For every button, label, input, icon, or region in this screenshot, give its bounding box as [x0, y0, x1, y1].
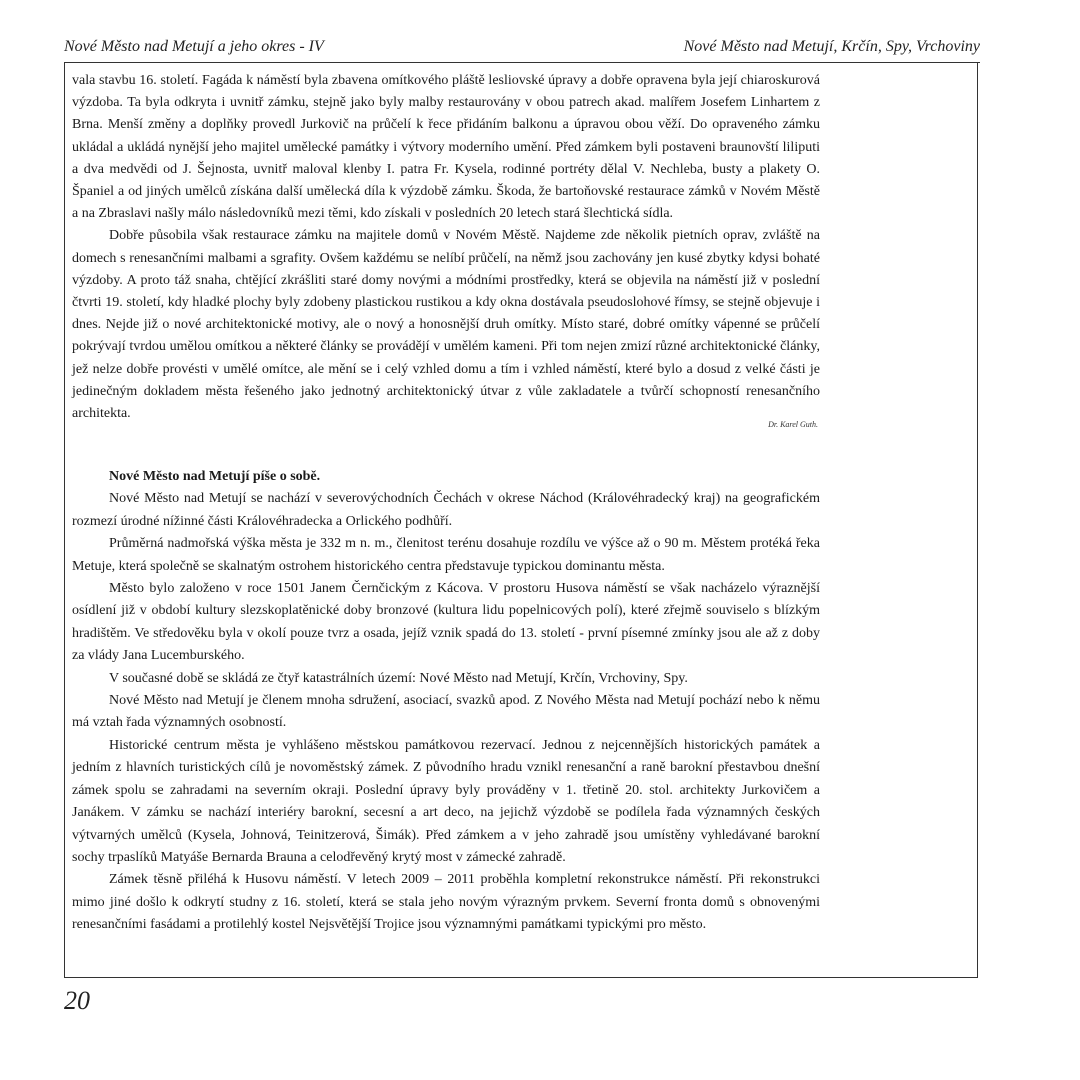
- article-city: [72, 466, 820, 937]
- header-right-title: Nové Město nad Metují, Krčín, Spy, Vrchoviny: [683, 38, 980, 55]
- page-number: 20: [64, 986, 90, 1015]
- header-left-title: Nové Město nad Metují a jeho okres - IV: [64, 38, 324, 55]
- paragraph: Nové Město nad Metují se nachází v severovýchodních Čechách v okrese Náchod (Královéhradecký kraj) na geografickém rozmezí úrodné nížinné části Královéhradecka a Orlického podhůří.: [72, 491, 820, 529]
- paragraph: Historické centrum města je vyhlášeno městskou památkovou rezervací. Jednou z nejcennějších historických památek a jedním z hlavních turistických cílů je novoměstský zámek. Z původního hradu vznikl renesanční a raně barokní přestavbou dnešní zámek spolu se zahradami na severním okraji. Poslední úpravy byly prováděny v 1. třetině 20. stol. architekty Jurkovičem a Janákem. V zámku se nachází interiéry barokní, secesní a art deco, na jejichž výzdobě se podílela řada významných českých výtvarných umělců (Kysela, Johnová, Teinitzerová, Šimák). Před zámkem a v jeho zahradě jsou umístěny vyhledávané barokní sochy trpaslíků Matyáše Bernarda Brauna a celodřevěný krytý most v zámecké zahradě.: [72, 737, 820, 865]
- paragraph: Nové Město nad Metují je členem mnoha sdružení, asociací, svazků apod. Z Nového Města nad Metují pochází nebo k němu má vztah řada významných osobností.: [72, 693, 820, 731]
- article-guth: [72, 70, 820, 425]
- author-signature: Dr. Karel Guth.: [768, 420, 818, 429]
- paragraph: vala stavbu 16. století. Fagáda k náměstí byla zbavena omítkového pláště lesliovské úpravy a dobře opravena byla její chiaroskurová výzdoba. Ta byla odkryta i uvnitř zámku, stejně jako byly malby restaurovány v obou patrech akad. malířem Josefem Linhartem z Brna. Menší změny a doplňky provedl Jurkovič na průčelí k řece přidáním balkonu a úpravou obou věží. Do opraveného zámku ukládal a ukládá nynější jeho majitel umělecké památky i výtvory moderního umění. Před zámkem byli postaveni braunovští liliputi a dva medvědi od J. Šejnosta, uvnitř maloval klenby I. patra Fr. Kysela, rodinné portréty dělal V. Nechleba, busty a plakety O. Španiel a od jiných umělců získána další umělecká díla k výzdobě zámku. Škoda, že bartoňovské restaurace zámků v Novém Městě a na Zbraslavi našly málo následovníků mezi těmi, kdo získali v posledních 20 letech stará šlechtická sídla.: [72, 73, 820, 222]
- paragraph: Průměrná nadmořská výška města je 332 m n. m., členitost terénu dosahuje rozdílu ve výšce až o 90 m. Městem protéká řeka Metuje, která společně se skalnatým ostrohem historického centra představuje typickou dominantu města.: [72, 536, 820, 574]
- paragraph: V současné době se skládá ze čtyř katastrálních území: Nové Město nad Metují, Krčín, Vrchoviny, Spy.: [109, 670, 688, 686]
- running-header: [64, 38, 980, 56]
- paragraph: Dobře působila však restaurace zámku na majitele domů v Novém Městě. Najdeme zde několik pietních oprav, zvláště na domech s renesančními malbami a sgrafity. Ovšem každému se nelíbí průčelí, na němž jsou zachovány jen kusé zbytky kdysi bohaté výzdoby. A proto táž snaha, chtějící zkrášliti staré domy novými a módními prostředky, která se objevila na náměstí již v poslední čtvrti 19. století, kdy hladké plochy byly zdobeny plastickou rustikou a kdy okna dostávala pseudoslohové římsy, se stejně objevuje i dnes. Nejde již o nové architektonické motivy, ale o nový a honosnější druh omítky. Místo staré, dobré omítky vápenné se průčelí pokrývají tvrdou umělou omítkou a některé články se provádějí v umělém kameni. Při tom nejen zmizí různé architektonické články, jež nelze dobře provésti v umělé omítce, ale mění se i celý vzhled domu a tím i vzhled náměstí, které bylo a dosud z velké části je jedinečným dokladem města řešeného jako jednotný architektonický útvar z vůle zakladatele a tvůrčí schopností renesančního architekta.: [72, 228, 820, 422]
- paragraph: Město bylo založeno v roce 1501 Janem Černčickým z Kácova. V prostoru Husova náměstí se však nacházelo výraznější osídlení již v období kultury slezskoplatěnické doby bronzové (kultura lidu popelnicových polí), které zřejmě souviselo s blízkým hradištěm. Ve středověku byla v okolí pouze tvrz a osada, jejíž vznik spadá do 13. století - první písemné zmínky jsou ale až z doby za vlády Jana Lucemburského.: [72, 581, 820, 664]
- article-heading: Nové Město nad Metují píše o sobě.: [109, 469, 321, 484]
- paragraph: Zámek těsně přiléhá k Husovu náměstí. V letech 2009 – 2011 proběhla kompletní rekonstrukce náměstí. Při rekonstrukci mimo jiné došlo k odkrytí studny z 16. století, která se stala jeho novým výrazným prvkem. Severní fronta domů s obnovenými renesančními fasádami a protilehlý kostel Nejsvětější Trojice jsou významnými památkami typickými pro město.: [72, 872, 820, 933]
